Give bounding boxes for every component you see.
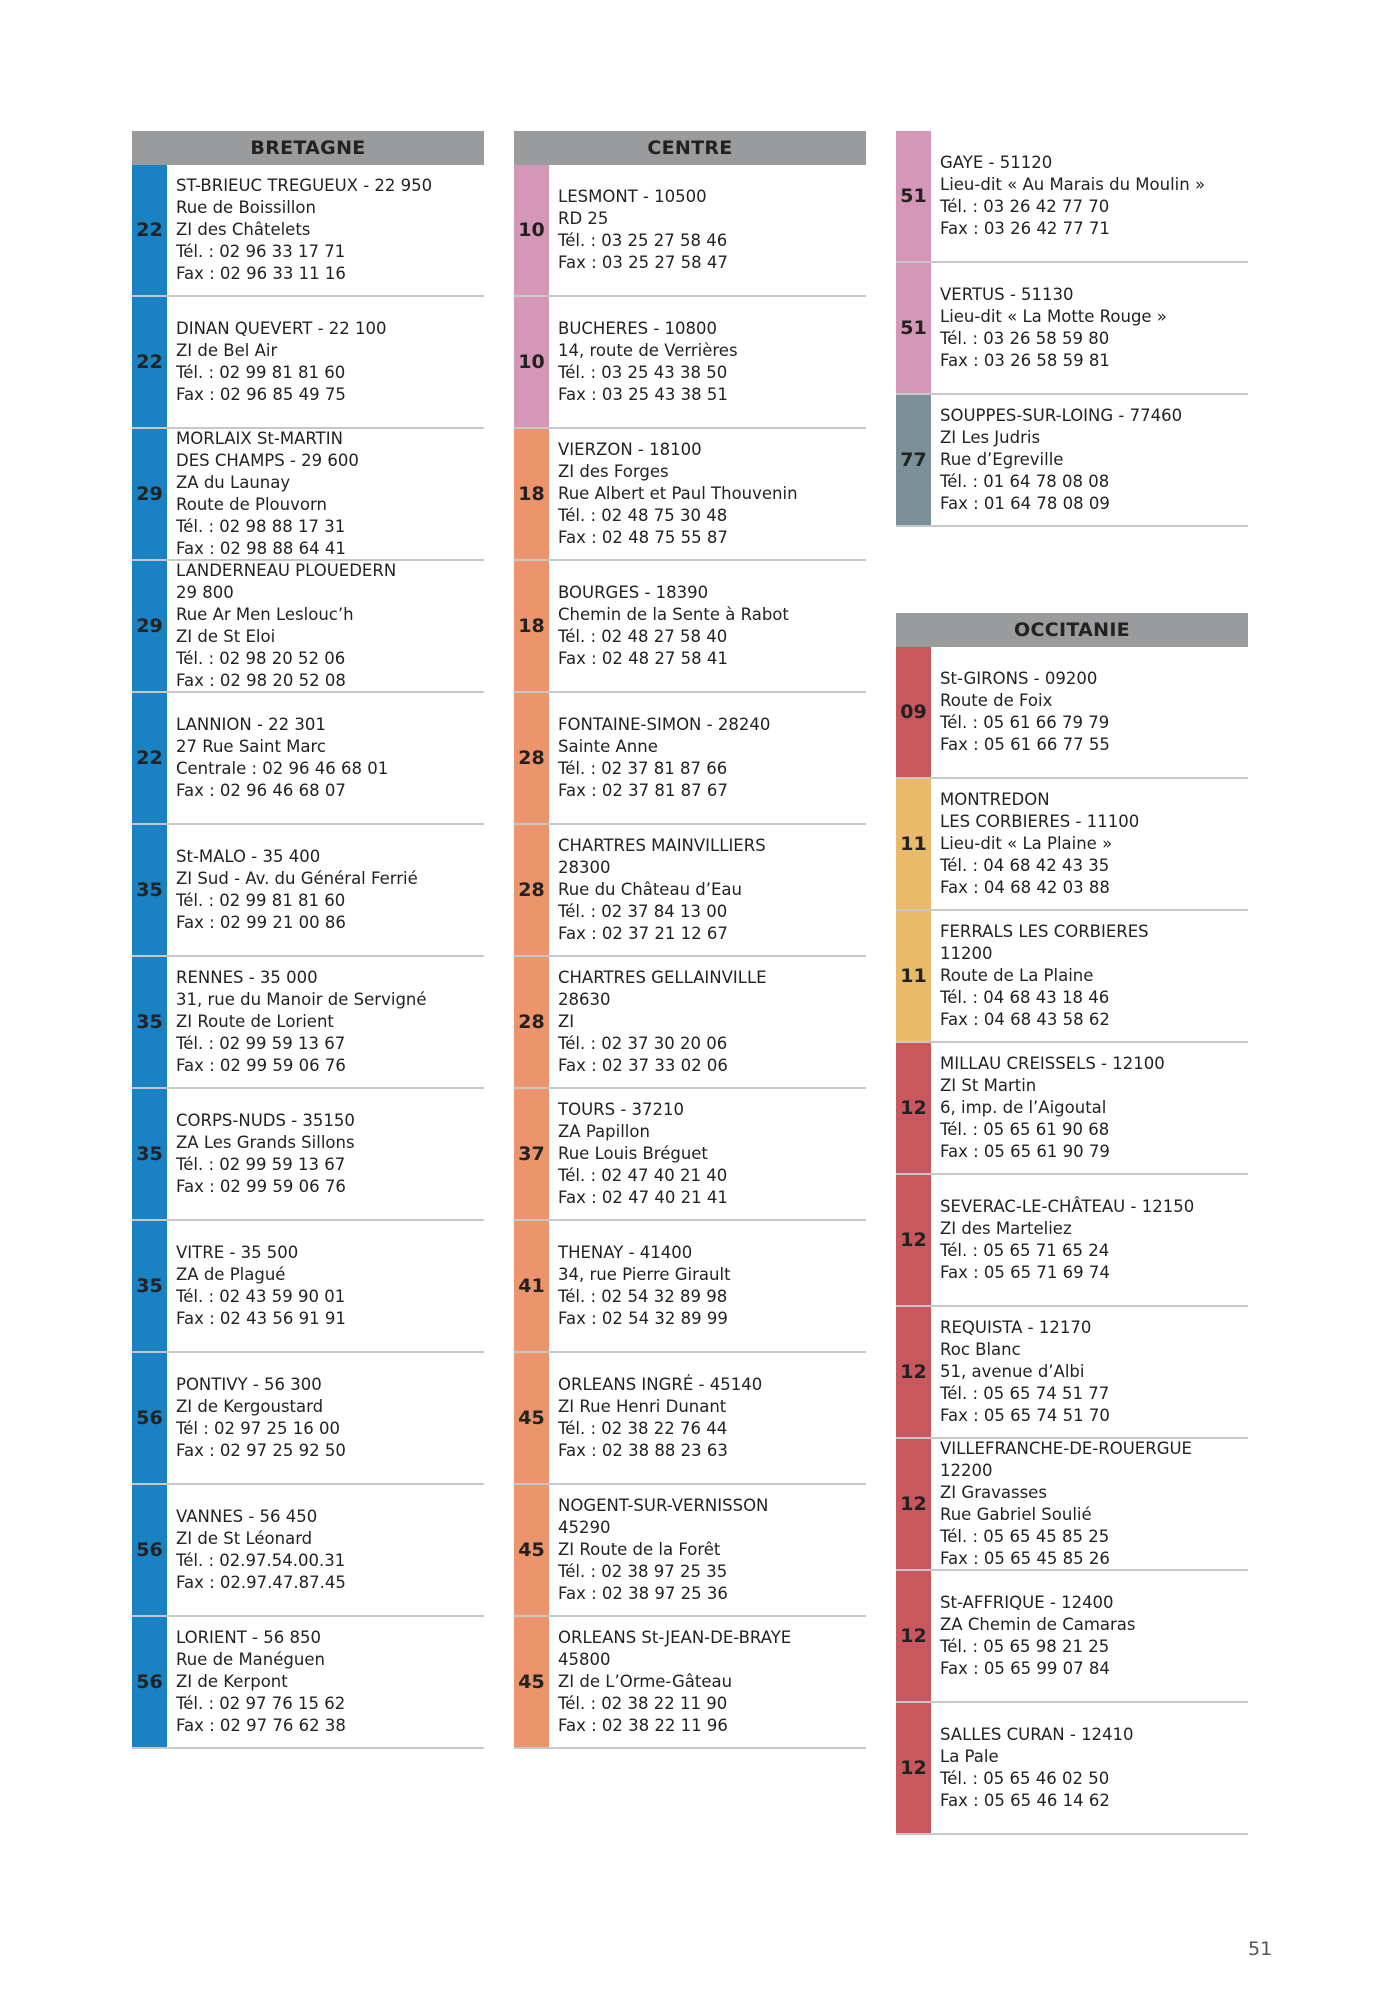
address-line: Fax : 02 37 33 02 06 (558, 1056, 728, 1075)
address-line: Fax : 02 38 97 25 36 (558, 1584, 728, 1603)
address-line: Centrale : 02 96 46 68 01 (176, 759, 389, 778)
address-line: Fax : 02 99 21 00 86 (176, 913, 346, 932)
region-header-centre: CENTRE (514, 131, 866, 165)
address-block (167, 1617, 484, 1747)
address-block (167, 297, 484, 427)
department-number: 12 (896, 1307, 931, 1437)
location-entry (896, 1439, 1248, 1571)
location-entry (132, 1485, 484, 1617)
address-block (931, 647, 1248, 777)
location-name: ST-BRIEUC TREGUEUX - 22 950 (176, 176, 433, 195)
address-line: Tél. : 02 96 33 17 71 (176, 242, 346, 261)
location-entry (896, 1307, 1248, 1439)
address-block (931, 1703, 1248, 1833)
address-block (549, 561, 866, 691)
location-entry (896, 911, 1248, 1043)
location-entry (896, 263, 1248, 395)
department-number: 18 (514, 429, 549, 559)
department-number: 45 (514, 1485, 549, 1615)
department-number: 28 (514, 693, 549, 823)
department-number: 45 (514, 1353, 549, 1483)
department-number: 09 (896, 647, 931, 777)
address-line: Tél. : 02 38 22 76 44 (558, 1419, 728, 1438)
address-line: Fax : 02 97 76 62 38 (176, 1716, 346, 1735)
address-line: Tél. : 02 48 75 30 48 (558, 506, 728, 525)
department-number: 51 (896, 263, 931, 393)
department-number: 22 (132, 693, 167, 823)
address-line: Tél. : 02 38 97 25 35 (558, 1562, 728, 1581)
location-entry (896, 131, 1248, 263)
location-entry (132, 297, 484, 429)
location-name: ORLEANS St-JEAN-DE-BRAYE (558, 1628, 792, 1647)
department-number: 41 (514, 1221, 549, 1351)
address-line: Tél. : 05 65 71 65 24 (940, 1241, 1110, 1260)
location-name: THENAY - 41400 (558, 1243, 693, 1262)
address-line: Tél. : 02 54 32 89 98 (558, 1287, 728, 1306)
location-entry (514, 429, 866, 561)
region-occitanie (896, 613, 1248, 1835)
address-line: Tél. : 03 26 58 59 80 (940, 329, 1110, 348)
address-line: Fax : 03 25 27 58 47 (558, 253, 728, 272)
address-line: 14, route de Verrières (558, 341, 738, 360)
location-name: FONTAINE-SIMON - 28240 (558, 715, 771, 734)
department-number: 56 (132, 1485, 167, 1615)
address-line: Tél. : 03 25 43 38 50 (558, 363, 728, 382)
address-block (167, 1353, 484, 1483)
address-line: ZI de L’Orme-Gâteau (558, 1672, 733, 1691)
address-line: Sainte Anne (558, 737, 658, 756)
department-number: 35 (132, 1089, 167, 1219)
address-line: Fax : 04 68 43 58 62 (940, 1010, 1110, 1029)
address-line: Tél. : 02 37 81 87 66 (558, 759, 728, 778)
address-line: Tél. : 05 65 61 90 68 (940, 1120, 1110, 1139)
department-number: 10 (514, 165, 549, 295)
location-entry (514, 1617, 866, 1749)
address-line: 34, rue Pierre Girault (558, 1265, 731, 1284)
address-block (549, 957, 866, 1087)
address-line: ZI des Forges (558, 462, 669, 481)
address-line: Tél. : 05 65 45 85 25 (940, 1527, 1110, 1546)
address-block (167, 1485, 484, 1615)
location-name: NOGENT-SUR-VERNISSON (558, 1496, 769, 1515)
location-entry (132, 429, 484, 561)
address-block (931, 395, 1248, 525)
location-entry (514, 297, 866, 429)
address-line: 6, imp. de l’Aigoutal (940, 1098, 1107, 1117)
address-line: Rue Albert et Paul Thouvenin (558, 484, 798, 503)
location-entry (514, 693, 866, 825)
address-line: Tél. : 02 38 22 11 90 (558, 1694, 728, 1713)
address-line: Tél. : 02 43 59 90 01 (176, 1287, 346, 1306)
location-name: SALLES CURAN - 12410 (940, 1725, 1134, 1744)
address-block (167, 825, 484, 955)
department-number: 56 (132, 1353, 167, 1483)
location-name: CORPS-NUDS - 35150 (176, 1111, 355, 1130)
address-block (549, 297, 866, 427)
location-entry (896, 647, 1248, 779)
location-name: CHARTRES GELLAINVILLE (558, 968, 767, 987)
address-line: ZA Les Grands Sillons (176, 1133, 355, 1152)
address-line: 12200 (940, 1461, 993, 1480)
address-line: Tél. : 02 99 81 81 60 (176, 363, 346, 382)
location-entry (514, 1485, 866, 1617)
address-block (549, 1485, 866, 1615)
address-line: Tél. : 02 99 59 13 67 (176, 1034, 346, 1053)
address-line: Fax : 05 65 71 69 74 (940, 1263, 1110, 1282)
location-name: VILLEFRANCHE-DE-ROUERGUE (940, 1439, 1192, 1458)
address-block (931, 131, 1248, 261)
location-name: St-AFFRIQUE - 12400 (940, 1593, 1114, 1612)
address-line: Tél. : 02 99 81 81 60 (176, 891, 346, 910)
address-line: ZI des Châtelets (176, 220, 311, 239)
location-entry (896, 779, 1248, 911)
department-number: 56 (132, 1617, 167, 1747)
address-line: 28630 (558, 990, 611, 1009)
address-line: 29 800 (176, 583, 234, 602)
address-block (167, 1221, 484, 1351)
address-line: Fax : 02 99 59 06 76 (176, 1177, 346, 1196)
address-line: Fax : 02 98 88 64 41 (176, 539, 346, 558)
address-line: ZI de St Léonard (176, 1529, 313, 1548)
region-header-bretagne: BRETAGNE (132, 131, 484, 165)
address-line: Fax : 04 68 42 03 88 (940, 878, 1110, 897)
department-number: 29 (132, 429, 167, 559)
address-line: Tél. : 03 26 42 77 70 (940, 197, 1110, 216)
address-block (549, 693, 866, 823)
address-line: ZI (558, 1012, 575, 1031)
address-line: Tél. : 03 25 27 58 46 (558, 231, 728, 250)
address-block (167, 1089, 484, 1219)
address-line: Fax : 02 97 25 92 50 (176, 1441, 346, 1460)
address-block (931, 779, 1248, 909)
location-name: DINAN QUEVERT - 22 100 (176, 319, 387, 338)
address-line: Fax : 03 26 42 77 71 (940, 219, 1110, 238)
address-line: Fax : 03 25 43 38 51 (558, 385, 728, 404)
address-line: Rue d’Egreville (940, 450, 1064, 469)
location-name: LESMONT - 10500 (558, 187, 707, 206)
department-number: 29 (132, 561, 167, 691)
address-line: Fax : 05 65 61 90 79 (940, 1142, 1110, 1161)
region-centre (514, 131, 866, 1749)
location-entry (514, 1353, 866, 1485)
address-line: Tél. : 02 98 88 17 31 (176, 517, 346, 536)
address-block (549, 1221, 866, 1351)
address-line: Lieu-dit « La Motte Rouge » (940, 307, 1167, 326)
department-number: 12 (896, 1175, 931, 1305)
address-line: Tél. : 02 37 84 13 00 (558, 902, 728, 921)
address-line: Tél. : 02 99 59 13 67 (176, 1155, 346, 1174)
location-entry (514, 1221, 866, 1353)
entry-list (896, 647, 1248, 1835)
department-number: 11 (896, 911, 931, 1041)
address-line: ZI Sud - Av. du Général Ferrié (176, 869, 418, 888)
location-name: FERRALS LES CORBIERES (940, 922, 1149, 941)
department-number: 51 (896, 131, 931, 261)
location-entry (896, 1175, 1248, 1307)
location-entry (896, 1571, 1248, 1703)
address-block (549, 165, 866, 295)
location-name: MORLAIX St-MARTIN (176, 429, 343, 448)
address-line: DES CHAMPS - 29 600 (176, 451, 359, 470)
address-line: LES CORBIERES - 11100 (940, 812, 1140, 831)
page-number: 51 (1248, 1938, 1273, 1960)
location-entry (132, 693, 484, 825)
address-line: Tél. : 01 64 78 08 08 (940, 472, 1110, 491)
address-block (167, 561, 484, 691)
location-name: St-MALO - 35 400 (176, 847, 321, 866)
address-line: Tél. : 02 37 30 20 06 (558, 1034, 728, 1053)
address-line: Tél. : 04 68 42 43 35 (940, 856, 1110, 875)
address-line: Tél. : 05 65 74 51 77 (940, 1384, 1110, 1403)
location-entry (132, 165, 484, 297)
address-line: 45290 (558, 1518, 611, 1537)
location-name: MONTREDON (940, 790, 1050, 809)
location-name: LORIENT - 56 850 (176, 1628, 321, 1647)
address-line: Tél. : 05 65 98 21 25 (940, 1637, 1110, 1656)
address-line: 31, rue du Manoir de Servigné (176, 990, 427, 1009)
address-block (167, 429, 484, 559)
address-line: Tél. : 05 61 66 79 79 (940, 713, 1110, 732)
department-number: 12 (896, 1703, 931, 1833)
address-line: 28300 (558, 858, 611, 877)
location-name: MILLAU CREISSELS - 12100 (940, 1054, 1165, 1073)
address-line: Tél. : 02 47 40 21 40 (558, 1166, 728, 1185)
address-line: Fax : 02 37 21 12 67 (558, 924, 728, 943)
address-line: Fax : 02 99 59 06 76 (176, 1056, 346, 1075)
address-line: Rue Gabriel Soulié (940, 1505, 1092, 1524)
address-line: Fax : 02 96 85 49 75 (176, 385, 346, 404)
address-line: ZI Rue Henri Dunant (558, 1397, 727, 1416)
address-line: Fax : 02 47 40 21 41 (558, 1188, 728, 1207)
address-line: ZI Route de la Forêt (558, 1540, 721, 1559)
department-number: 28 (514, 957, 549, 1087)
location-name: VITRE - 35 500 (176, 1243, 299, 1262)
region-grand-est (896, 131, 1248, 527)
entry-list (896, 131, 1248, 527)
location-name: ORLEANS INGRÉ - 45140 (558, 1375, 763, 1394)
address-block (549, 429, 866, 559)
address-line: Fax : 02 38 22 11 96 (558, 1716, 728, 1735)
address-line: Fax : 05 65 45 85 26 (940, 1549, 1110, 1568)
address-block (549, 825, 866, 955)
address-line: Tél : 02 97 25 16 00 (176, 1419, 341, 1438)
location-entry (896, 1043, 1248, 1175)
department-number: 18 (514, 561, 549, 691)
address-line: Fax : 05 65 46 14 62 (940, 1791, 1110, 1810)
address-line: Roc Blanc (940, 1340, 1021, 1359)
department-number: 10 (514, 297, 549, 427)
address-line: Fax : 02 96 46 68 07 (176, 781, 346, 800)
location-entry (132, 561, 484, 693)
address-line: Rue du Château d’Eau (558, 880, 742, 899)
location-entry (896, 1703, 1248, 1835)
address-block (549, 1353, 866, 1483)
address-line: ZI de Kerpont (176, 1672, 288, 1691)
address-line: Route de Plouvorn (176, 495, 327, 514)
address-line: Lieu-dit « La Plaine » (940, 834, 1113, 853)
address-block (931, 1043, 1248, 1173)
address-line: Tél. : 02.97.54.00.31 (176, 1551, 346, 1570)
address-block (931, 1439, 1248, 1569)
address-line: Rue de Manéguen (176, 1650, 325, 1669)
address-line: Fax : 02 96 33 11 16 (176, 264, 346, 283)
location-entry (132, 957, 484, 1089)
department-number: 11 (896, 779, 931, 909)
address-line: Fax : 02.97.47.87.45 (176, 1573, 346, 1592)
address-line: Chemin de la Sente à Rabot (558, 605, 789, 624)
department-number: 35 (132, 825, 167, 955)
address-line: ZI St Martin (940, 1076, 1037, 1095)
address-line: Fax : 02 48 75 55 87 (558, 528, 728, 547)
address-block (931, 1571, 1248, 1701)
location-entry (514, 957, 866, 1089)
department-number: 12 (896, 1571, 931, 1701)
location-entry (514, 825, 866, 957)
department-number: 22 (132, 165, 167, 295)
address-line: Rue Ar Men Leslouc’h (176, 605, 354, 624)
address-line: 27 Rue Saint Marc (176, 737, 326, 756)
address-block (931, 1307, 1248, 1437)
address-line: RD 25 (558, 209, 609, 228)
address-line: Fax : 01 64 78 08 09 (940, 494, 1110, 513)
entry-list (514, 165, 866, 1749)
address-block (549, 1617, 866, 1747)
address-line: Fax : 05 65 99 07 84 (940, 1659, 1110, 1678)
department-number: 12 (896, 1043, 931, 1173)
address-line: Fax : 02 38 88 23 63 (558, 1441, 728, 1460)
address-line: Route de La Plaine (940, 966, 1094, 985)
location-entry (132, 825, 484, 957)
address-line: ZI de Bel Air (176, 341, 278, 360)
address-line: ZA du Launay (176, 473, 291, 492)
address-line: Fax : 02 43 56 91 91 (176, 1309, 346, 1328)
location-name: CHARTRES MAINVILLIERS (558, 836, 766, 855)
department-number: 35 (132, 957, 167, 1087)
location-entry (132, 1353, 484, 1485)
address-block (931, 1175, 1248, 1305)
department-number: 77 (896, 395, 931, 525)
address-line: La Pale (940, 1747, 999, 1766)
department-number: 45 (514, 1617, 549, 1747)
address-line: 11200 (940, 944, 993, 963)
address-block (167, 165, 484, 295)
address-line: ZI des Marteliez (940, 1219, 1072, 1238)
department-number: 37 (514, 1089, 549, 1219)
address-line: Route de Foix (940, 691, 1053, 710)
location-name: St-GIRONS - 09200 (940, 669, 1098, 688)
department-number: 28 (514, 825, 549, 955)
region-bretagne (132, 131, 484, 1749)
location-name: SOUPPES-SUR-LOING - 77460 (940, 406, 1183, 425)
address-block (931, 263, 1248, 393)
address-line: ZI Route de Lorient (176, 1012, 334, 1031)
address-line: Lieu-dit « Au Marais du Moulin » (940, 175, 1206, 194)
address-line: Tél. : 05 65 46 02 50 (940, 1769, 1110, 1788)
address-line: ZA Chemin de Camaras (940, 1615, 1136, 1634)
address-line: ZA de Plagué (176, 1265, 286, 1284)
location-name: REQUISTA - 12170 (940, 1318, 1092, 1337)
location-name: VANNES - 56 450 (176, 1507, 318, 1526)
location-name: VERTUS - 51130 (940, 285, 1074, 304)
address-line: Tél. : 04 68 43 18 46 (940, 988, 1110, 1007)
location-name: PONTIVY - 56 300 (176, 1375, 322, 1394)
location-entry (896, 395, 1248, 527)
address-line: Fax : 02 54 32 89 99 (558, 1309, 728, 1328)
address-line: Fax : 02 98 20 52 08 (176, 671, 346, 690)
address-line: Rue de Boissillon (176, 198, 316, 217)
location-name: SEVERAC-LE-CHÂTEAU - 12150 (940, 1197, 1195, 1216)
address-line: Fax : 03 26 58 59 81 (940, 351, 1110, 370)
address-line: Fax : 05 61 66 77 55 (940, 735, 1110, 754)
address-line: ZI de Kergoustard (176, 1397, 324, 1416)
location-entry (514, 1089, 866, 1221)
address-block (931, 911, 1248, 1041)
address-line: Tél. : 02 48 27 58 40 (558, 627, 728, 646)
address-line: ZI Les Judris (940, 428, 1041, 447)
location-entry (132, 1617, 484, 1749)
location-name: LANDERNEAU PLOUEDERN (176, 561, 397, 580)
address-line: Fax : 02 48 27 58 41 (558, 649, 728, 668)
address-line: Fax : 05 65 74 51 70 (940, 1406, 1110, 1425)
location-name: GAYE - 51120 (940, 153, 1053, 172)
location-name: RENNES - 35 000 (176, 968, 318, 987)
location-name: BUCHERES - 10800 (558, 319, 718, 338)
address-line: ZA Papillon (558, 1122, 650, 1141)
location-entry (514, 561, 866, 693)
location-name: LANNION - 22 301 (176, 715, 326, 734)
address-line: Tél. : 02 98 20 52 06 (176, 649, 346, 668)
department-number: 22 (132, 297, 167, 427)
location-name: VIERZON - 18100 (558, 440, 702, 459)
entry-list (132, 165, 484, 1749)
location-entry (132, 1089, 484, 1221)
address-block (167, 693, 484, 823)
region-header-occitanie: OCCITANIE (896, 613, 1248, 647)
address-block (549, 1089, 866, 1219)
address-line: Tél. : 02 97 76 15 62 (176, 1694, 346, 1713)
department-number: 12 (896, 1439, 931, 1569)
location-name: TOURS - 37210 (558, 1100, 685, 1119)
address-line: 45800 (558, 1650, 611, 1669)
address-line: 51, avenue d’Albi (940, 1362, 1085, 1381)
location-name: BOURGES - 18390 (558, 583, 709, 602)
address-block (167, 957, 484, 1087)
address-line: ZI Gravasses (940, 1483, 1047, 1502)
address-line: ZI de St Eloi (176, 627, 276, 646)
location-entry (514, 165, 866, 297)
location-entry (132, 1221, 484, 1353)
address-line: Rue Louis Bréguet (558, 1144, 708, 1163)
address-line: Fax : 02 37 81 87 67 (558, 781, 728, 800)
department-number: 35 (132, 1221, 167, 1351)
